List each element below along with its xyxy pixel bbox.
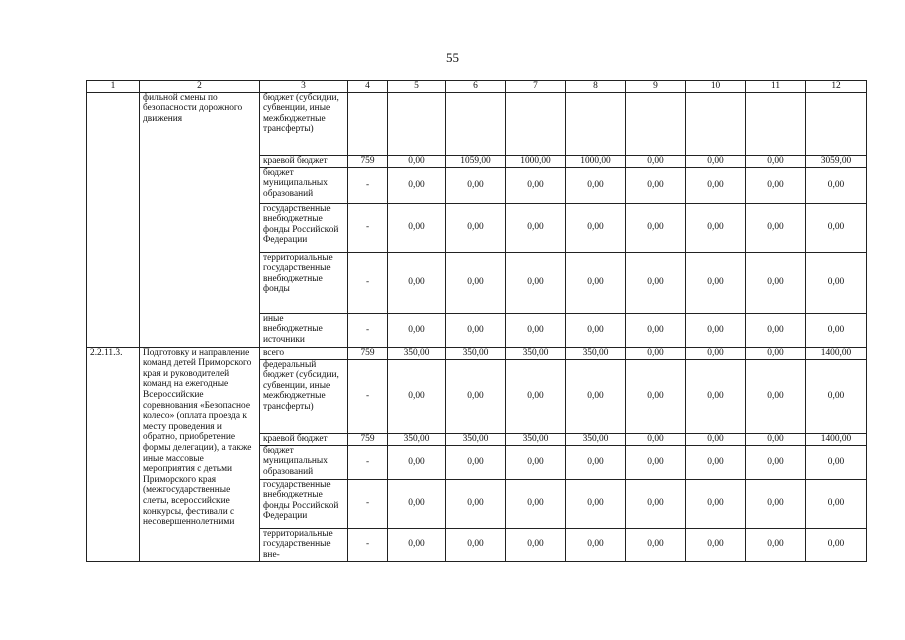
amount-cell: 0,00 bbox=[806, 359, 867, 433]
amount-cell: 0,00 bbox=[506, 359, 566, 433]
funding-source-cell: бюджет муниципальных образований bbox=[260, 167, 348, 203]
amount-cell: 0,00 bbox=[566, 203, 626, 252]
amount-cell: 0,00 bbox=[446, 359, 506, 433]
column-number: 7 bbox=[506, 81, 566, 93]
funding-source-cell: краевой бюджет bbox=[260, 433, 348, 445]
amount-cell: 0,00 bbox=[626, 203, 686, 252]
amount-cell: 0,00 bbox=[746, 203, 806, 252]
amount-cell: 1059,00 bbox=[446, 155, 506, 167]
amount-cell: 0,00 bbox=[388, 167, 446, 203]
amount-cell: 0,00 bbox=[686, 167, 746, 203]
amount-cell: 350,00 bbox=[506, 433, 566, 445]
amount-cell: 0,00 bbox=[626, 347, 686, 359]
row-code-cell: 2.2.11.3. bbox=[87, 347, 140, 561]
column-number: 12 bbox=[806, 81, 867, 93]
amount-cell: 0,00 bbox=[746, 445, 806, 479]
amount-cell bbox=[506, 92, 566, 155]
amount-cell: 0,00 bbox=[446, 479, 506, 528]
amount-cell: 0,00 bbox=[388, 528, 446, 561]
amount-cell: 0,00 bbox=[446, 528, 506, 561]
column-number-row bbox=[87, 81, 867, 93]
column-number: 11 bbox=[746, 81, 806, 93]
amount-cell: 0,00 bbox=[746, 528, 806, 561]
amount-cell: 350,00 bbox=[446, 347, 506, 359]
amount-cell: 350,00 bbox=[446, 433, 506, 445]
amount-cell: 0,00 bbox=[746, 347, 806, 359]
funding-source-cell: бюджет (субсидии, субвенции, иные межбюджетные трансферты) bbox=[260, 92, 348, 155]
amount-cell: 0,00 bbox=[746, 155, 806, 167]
funding-source-cell: территориальные государственные вне- bbox=[260, 528, 348, 561]
kbk-cell: 759 bbox=[348, 433, 388, 445]
kbk-cell: - bbox=[348, 252, 388, 313]
amount-cell: 0,00 bbox=[626, 313, 686, 347]
column-number: 1 bbox=[87, 81, 140, 93]
amount-cell: 3059,00 bbox=[806, 155, 867, 167]
amount-cell: 350,00 bbox=[566, 433, 626, 445]
amount-cell: 0,00 bbox=[506, 479, 566, 528]
amount-cell: 0,00 bbox=[388, 359, 446, 433]
amount-cell: 0,00 bbox=[626, 433, 686, 445]
column-number: 6 bbox=[446, 81, 506, 93]
column-number: 9 bbox=[626, 81, 686, 93]
amount-cell: 0,00 bbox=[388, 203, 446, 252]
amount-cell: 0,00 bbox=[686, 433, 746, 445]
amount-cell: 350,00 bbox=[388, 347, 446, 359]
amount-cell: 350,00 bbox=[566, 347, 626, 359]
amount-cell: 0,00 bbox=[506, 313, 566, 347]
kbk-cell: - bbox=[348, 445, 388, 479]
amount-cell: 0,00 bbox=[626, 528, 686, 561]
column-number: 4 bbox=[348, 81, 388, 93]
funding-source-cell: территориальные государственные внебюджетные фонды bbox=[260, 252, 348, 313]
amount-cell: 0,00 bbox=[626, 445, 686, 479]
table-body bbox=[87, 81, 867, 562]
amount-cell: 0,00 bbox=[566, 313, 626, 347]
kbk-cell: - bbox=[348, 528, 388, 561]
column-number: 10 bbox=[686, 81, 746, 93]
amount-cell bbox=[806, 92, 867, 155]
amount-cell: 0,00 bbox=[686, 252, 746, 313]
column-number: 5 bbox=[388, 81, 446, 93]
amount-cell: 0,00 bbox=[686, 445, 746, 479]
amount-cell: 0,00 bbox=[446, 313, 506, 347]
amount-cell bbox=[388, 92, 446, 155]
amount-cell: 0,00 bbox=[746, 252, 806, 313]
amount-cell: 0,00 bbox=[686, 347, 746, 359]
amount-cell: 350,00 bbox=[388, 433, 446, 445]
amount-cell: 0,00 bbox=[686, 313, 746, 347]
amount-cell: 0,00 bbox=[388, 252, 446, 313]
amount-cell: 0,00 bbox=[806, 203, 867, 252]
amount-cell: 0,00 bbox=[626, 167, 686, 203]
column-number: 2 bbox=[140, 81, 260, 93]
page-number: 55 bbox=[446, 50, 459, 65]
amount-cell: 0,00 bbox=[446, 445, 506, 479]
amount-cell: 0,00 bbox=[746, 433, 806, 445]
funding-source-cell: федеральный бюджет (субсидии, субвенции, иные межбюджетные трансферты) bbox=[260, 359, 348, 433]
kbk-cell: - bbox=[348, 359, 388, 433]
amount-cell: 0,00 bbox=[806, 167, 867, 203]
amount-cell bbox=[566, 92, 626, 155]
table-row bbox=[87, 92, 867, 155]
amount-cell: 0,00 bbox=[686, 359, 746, 433]
amount-cell: 0,00 bbox=[806, 445, 867, 479]
measure-name-cell: Подготовку и направление команд детей Приморского края и руководителей команд на ежегодные Всероссийские соревнования «Безопасное колесо» (оплата проезда к месту проведения и обратно, приобретение формы делегации), а также иные массовые мероприятия с детьми Приморского края (межгосударственные слеты, всероссийские конкурсы, фестивали с несовершеннолетними bbox=[140, 347, 260, 561]
amount-cell: 350,00 bbox=[506, 347, 566, 359]
amount-cell: 0,00 bbox=[506, 528, 566, 561]
amount-cell: 0,00 bbox=[626, 359, 686, 433]
measure-name-cell: фильной смены по безопасности дорожного движения bbox=[140, 92, 260, 347]
amount-cell: 0,00 bbox=[806, 252, 867, 313]
amount-cell: 1000,00 bbox=[506, 155, 566, 167]
budget-table bbox=[86, 80, 867, 562]
amount-cell: 0,00 bbox=[746, 167, 806, 203]
amount-cell: 0,00 bbox=[806, 479, 867, 528]
amount-cell: 0,00 bbox=[686, 528, 746, 561]
amount-cell: 0,00 bbox=[388, 479, 446, 528]
amount-cell: 0,00 bbox=[446, 167, 506, 203]
kbk-cell bbox=[348, 92, 388, 155]
amount-cell: 0,00 bbox=[506, 203, 566, 252]
column-number: 3 bbox=[260, 81, 348, 93]
amount-cell: 0,00 bbox=[566, 528, 626, 561]
funding-source-cell: краевой бюджет bbox=[260, 155, 348, 167]
amount-cell: 0,00 bbox=[746, 359, 806, 433]
kbk-cell: 759 bbox=[348, 155, 388, 167]
amount-cell: 1000,00 bbox=[566, 155, 626, 167]
amount-cell: 1400,00 bbox=[806, 433, 867, 445]
funding-source-cell: государственные внебюджетные фонды Российской Федерации bbox=[260, 479, 348, 528]
funding-source-cell: бюджет муниципальных образований bbox=[260, 445, 348, 479]
amount-cell bbox=[626, 92, 686, 155]
kbk-cell: - bbox=[348, 167, 388, 203]
amount-cell: 0,00 bbox=[746, 479, 806, 528]
amount-cell: 1400,00 bbox=[806, 347, 867, 359]
amount-cell bbox=[746, 92, 806, 155]
amount-cell: 0,00 bbox=[388, 155, 446, 167]
amount-cell: 0,00 bbox=[566, 359, 626, 433]
amount-cell: 0,00 bbox=[446, 203, 506, 252]
amount-cell: 0,00 bbox=[388, 313, 446, 347]
funding-source-cell: государственные внебюджетные фонды Российской Федерации bbox=[260, 203, 348, 252]
amount-cell: 0,00 bbox=[686, 203, 746, 252]
amount-cell: 0,00 bbox=[388, 445, 446, 479]
table-row bbox=[87, 347, 867, 359]
amount-cell: 0,00 bbox=[806, 313, 867, 347]
amount-cell: 0,00 bbox=[566, 167, 626, 203]
amount-cell: 0,00 bbox=[686, 155, 746, 167]
funding-source-cell: всего bbox=[260, 347, 348, 359]
amount-cell: 0,00 bbox=[806, 528, 867, 561]
amount-cell: 0,00 bbox=[566, 252, 626, 313]
row-code-cell bbox=[87, 92, 140, 347]
column-number: 8 bbox=[566, 81, 626, 93]
kbk-cell: - bbox=[348, 203, 388, 252]
amount-cell: 0,00 bbox=[686, 479, 746, 528]
kbk-cell: - bbox=[348, 479, 388, 528]
amount-cell: 0,00 bbox=[446, 252, 506, 313]
amount-cell: 0,00 bbox=[506, 252, 566, 313]
funding-source-cell: иные внебюджетные источники bbox=[260, 313, 348, 347]
amount-cell: 0,00 bbox=[566, 445, 626, 479]
amount-cell bbox=[446, 92, 506, 155]
kbk-cell: - bbox=[348, 313, 388, 347]
kbk-cell: 759 bbox=[348, 347, 388, 359]
amount-cell: 0,00 bbox=[626, 479, 686, 528]
amount-cell: 0,00 bbox=[506, 167, 566, 203]
amount-cell: 0,00 bbox=[626, 252, 686, 313]
amount-cell: 0,00 bbox=[626, 155, 686, 167]
amount-cell bbox=[686, 92, 746, 155]
amount-cell: 0,00 bbox=[506, 445, 566, 479]
amount-cell: 0,00 bbox=[566, 479, 626, 528]
amount-cell: 0,00 bbox=[746, 313, 806, 347]
